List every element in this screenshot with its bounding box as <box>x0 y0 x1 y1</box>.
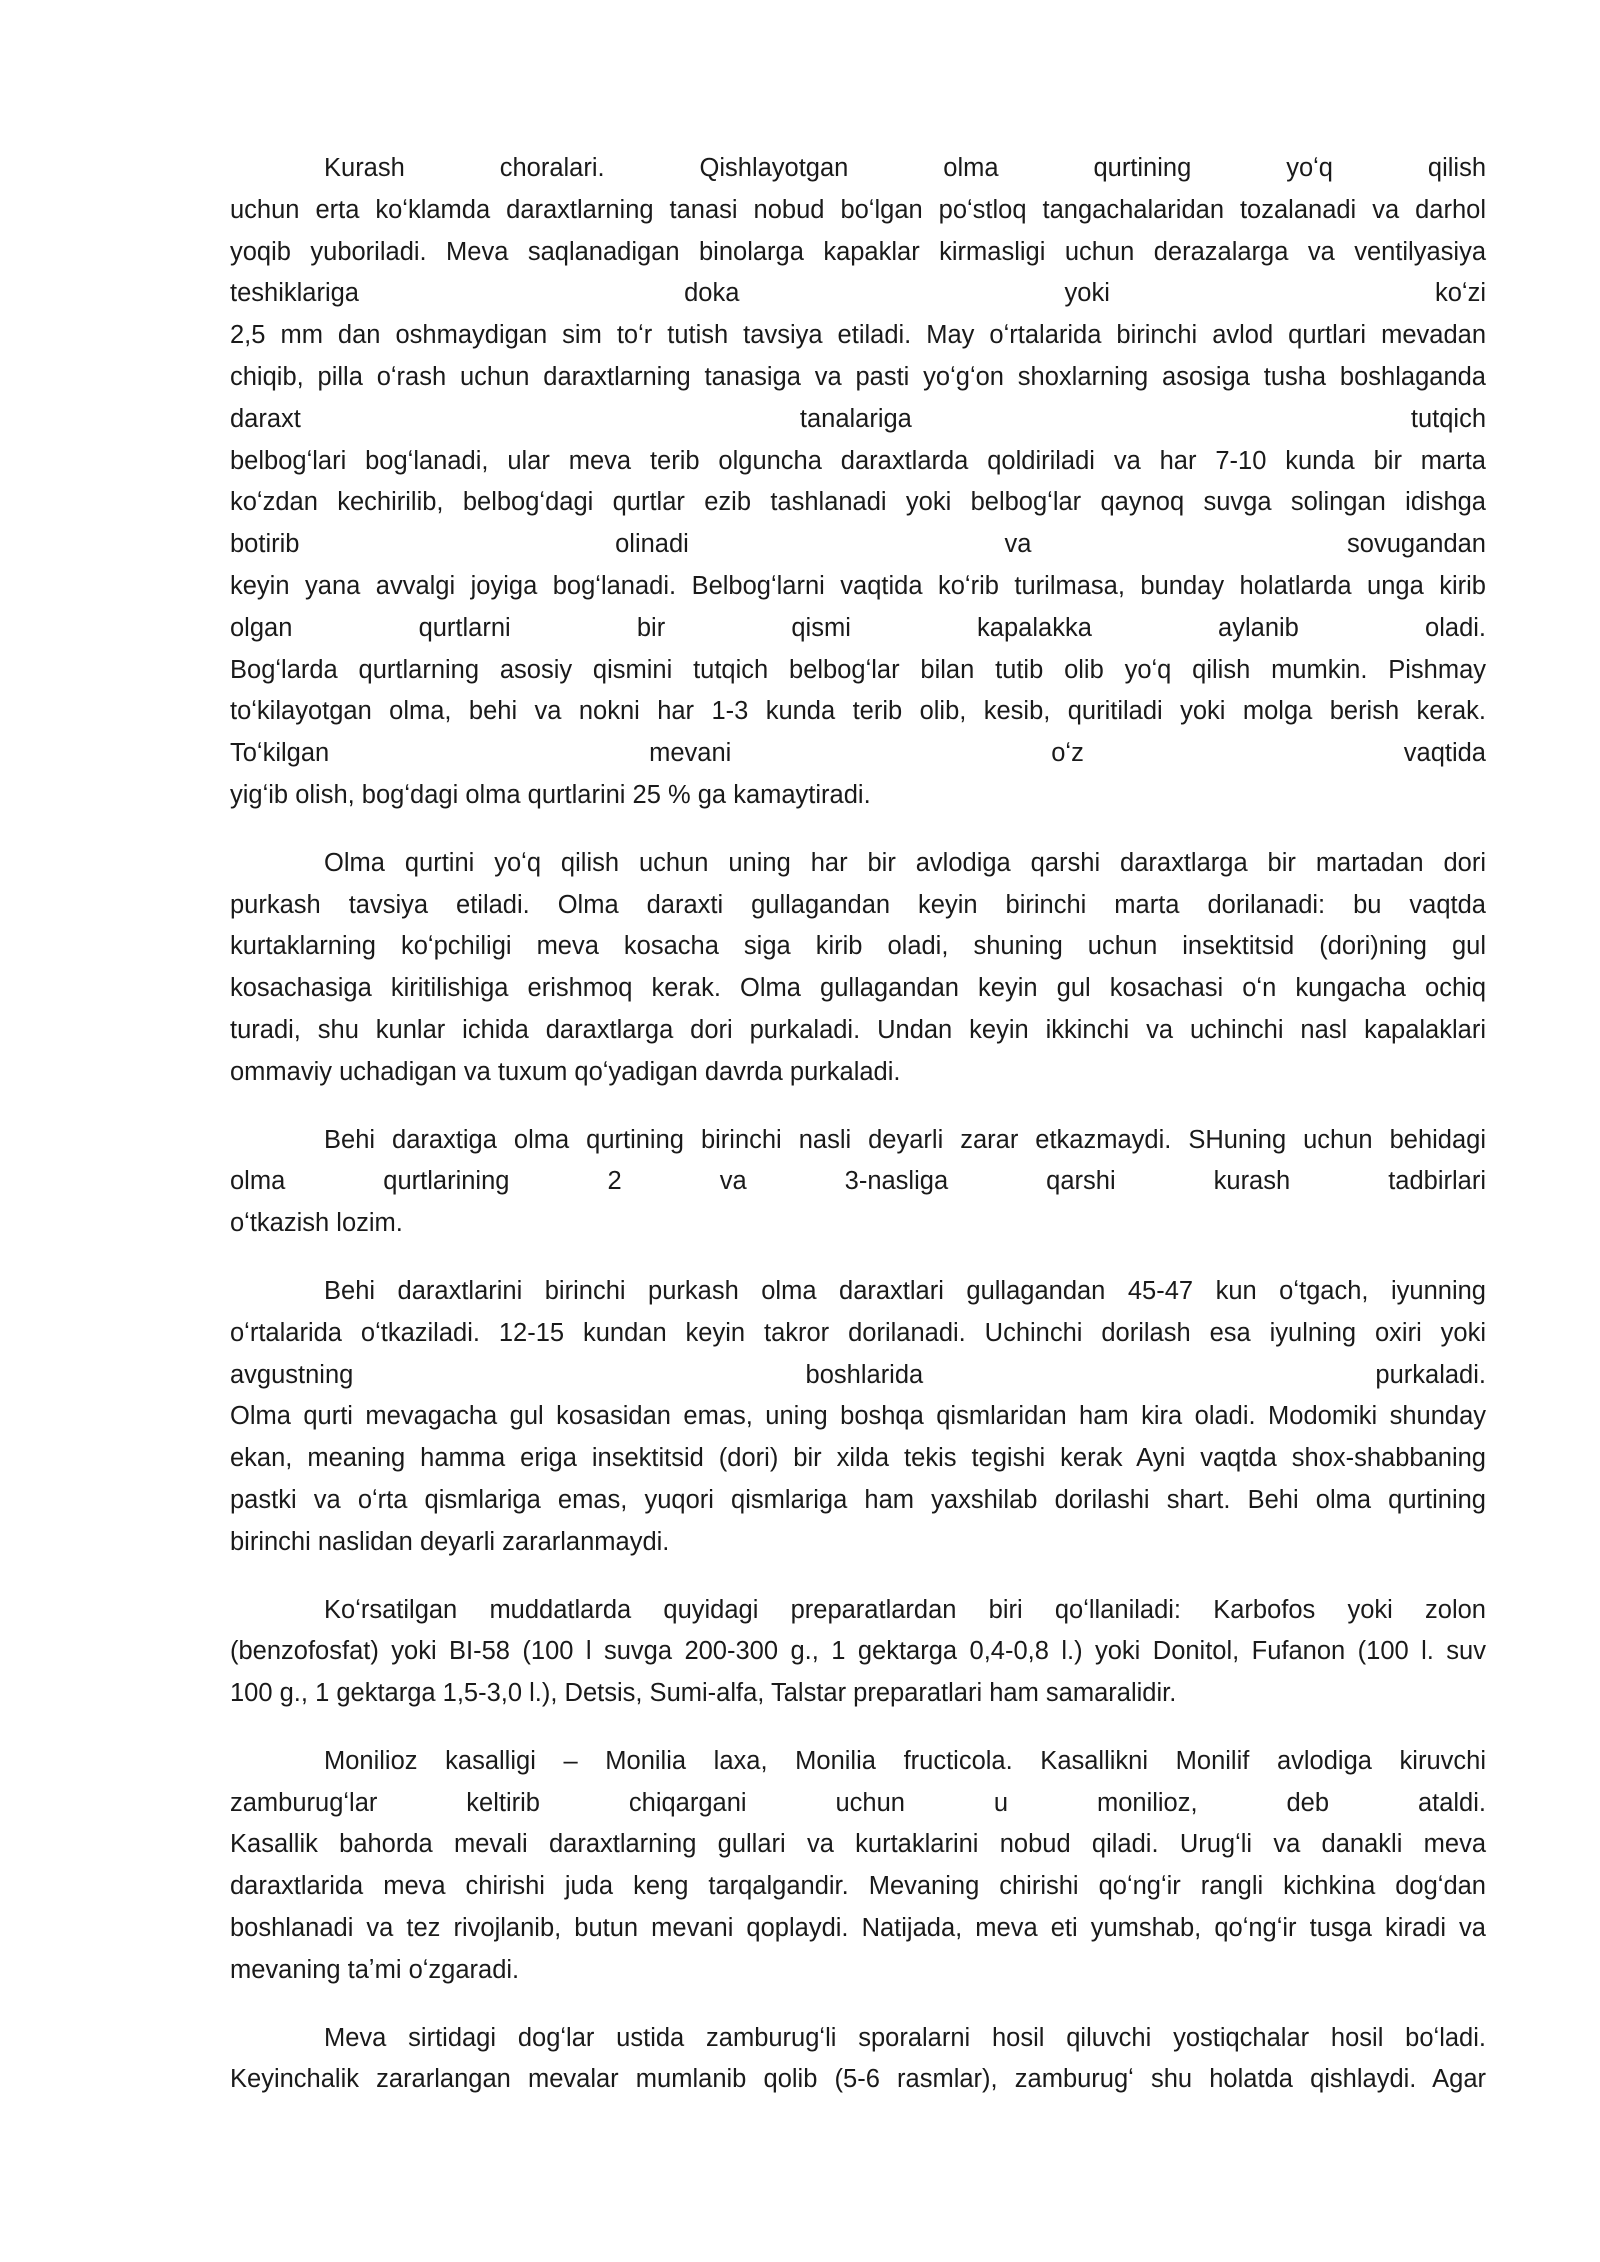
text-line: olma qurtlarining 2 va 3-nasliga qarshi kurash tadbirlari <box>230 1167 1486 1196</box>
text-line: Kurash choralari. Qishlayotgan olma qurtining yoʻq qilish <box>324 154 1486 182</box>
text-line: oʻtkazish lozim. <box>230 1209 403 1238</box>
text-line: Kasallik bahorda mevali daraxtlarning gullari va kurtaklarini nobud qiladi. Urugʻli va danakli meva <box>230 1830 1486 1859</box>
text-line: pastki va oʻrta qismlariga emas, yuqori qismlariga ham yaxshilab dorilashi shart. Behi olma qurtining <box>230 1485 1486 1514</box>
text-line: kurtaklarning koʻpchiligi meva kosacha siga kirib oladi, shuning uchun insektitsid (dori)ning gul <box>230 932 1486 961</box>
paragraph-monilioz <box>230 1741 1486 1992</box>
paragraph-olma-qurtini <box>230 843 1486 1094</box>
text-line: Keyinchalik zararlangan mevalar mumlanib qolib (5-6 rasmlar), zamburugʻ shu holatda qishlaydi. Agar <box>230 2065 1486 2094</box>
text-line: ommaviy uchadigan va tuxum qoʻyadigan davrda purkaladi. <box>230 1057 901 1086</box>
text-line: koʻzdan kechirilib, belbogʻdagi qurtlar ezib tashlanadi yoki belbogʻlar qaynoq suvga solingan idishga <box>230 488 1486 517</box>
text-line: (benzofosfat) yoki BI-58 (100 l suvga 200-300 g., 1 gektarga 0,4-0,8 l.) yoki Donitol, Fufanon (100 l. suv <box>230 1637 1486 1666</box>
text-line: Olma qurtini yoʻq qilish uchun uning har bir avlodiga qarshi daraxtlarga bir martadan dori <box>324 848 1486 877</box>
text-line: toʻkilayotgan olma, behi va nokni har 1-3 kunda terib olib, kesib, quritiladi yoki molga berish kerak. <box>230 697 1486 726</box>
text-line: daraxt tanalariga tutqich <box>230 404 1486 433</box>
text-line: kosachasiga kiritilishiga erishmoq kerak. Olma gullagandan keyin gul kosachasi oʻn kungacha ochiq <box>230 974 1486 1003</box>
text-line: turadi, shu kunlar ichida daraxtlarga dori purkaladi. Undan keyin ikkinchi va uchinchi nasl kapalaklari <box>230 1015 1486 1044</box>
paragraph-preparatlar <box>230 1590 1486 1715</box>
text-line: keyin yana avvalgi joyiga bogʻlanadi. Belbogʻlarni vaqtida koʻrib turilmasa, bunday holatlarda unga kirib <box>230 571 1486 600</box>
text-line: teshiklariga doka yoki koʻzi <box>230 279 1486 308</box>
text-line: chiqib, pilla oʻrash uchun daraxtlarning tanasiga va pasti yoʻgʻon shoxlarning asosiga tusha boshlaganda <box>230 362 1486 391</box>
text-line: Bogʻlarda qurtlarning asosiy qismini tutqich belbogʻlar bilan tutib olib yoʻq qilish mumkin. Pishmay <box>230 655 1486 684</box>
text-line: Monilioz kasalligi – Monilia laxa, Monilia fructicola. Kasallikni Monilif avlodiga kiruvchi <box>324 1746 1486 1775</box>
text-line: yoqib yuboriladi. Meva saqlanadigan binolarga kapaklar kirmasligi uchun derazalarga va ventilyasiya <box>230 237 1486 266</box>
text-line: ekan, meaning hamma eriga insektitsid (dori) bir xilda tekis tegishi kerak Ayni vaqtda shox-shabbaning <box>230 1444 1486 1473</box>
text-line: daraxtlarida meva chirishi juda keng tarqalgandir. Mevaning chirishi qoʻngʻir rangli kichkina dogʻdan <box>230 1872 1486 1901</box>
text-line: botirib olinadi va sovugandan <box>230 530 1486 559</box>
text-line: Meva sirtidagi dogʻlar ustida zamburugʻli sporalarni hosil qiluvchi yostiqchalar hosil boʻladi. <box>324 2023 1486 2052</box>
paragraph-behi-daraxtlarini <box>230 1271 1486 1564</box>
text-line: purkash tavsiya etiladi. Olma daraxti gullagandan keyin birinchi marta dorilanadi: bu vaqtda <box>230 890 1486 919</box>
text-line: boshlanadi va tez rivojlanib, butun mevani qoplaydi. Natijada, meva eti yumshab, qoʻngʻir tusga kiradi va <box>230 1914 1486 1943</box>
text-line: 100 g., 1 gektarga 1,5-3,0 l.), Detsis, Sumi-alfa, Talstar preparatlari ham samaralidir. <box>230 1679 1177 1708</box>
paragraph-meva-sirtidagi <box>230 2018 1486 2102</box>
paragraph-kurash-choralari <box>230 148 1486 817</box>
text-line: 2,5 mm dan oshmaydigan sim toʻr tutish tavsiya etiladi. May oʻrtalarida birinchi avlod qurtlari mevadan <box>230 321 1486 350</box>
text-line: yigʻib olish, bogʻdagi olma qurtlarini 25 % ga kamaytiradi. <box>230 780 871 809</box>
text-line: mevaning taʼmi oʻzgaradi. <box>230 1955 520 1984</box>
text-line: Olma qurti mevagacha gul kosasidan emas, uning boshqa qismlaridan ham kira oladi. Modomiki shunday <box>230 1402 1486 1431</box>
paragraph-behi-daraxtiga <box>230 1120 1486 1245</box>
text-line: Toʻkilgan mevani oʻz vaqtida <box>230 739 1486 768</box>
text-line: belbogʻlari bogʻlanadi, ular meva terib olguncha daraxtlarda qoldiriladi va har 7-10 kunda bir marta <box>230 446 1486 475</box>
text-line: uchun erta koʻklamda daraxtlarning tanasi nobud boʻlgan poʻstloq tangachalaridan tozalanadi va darhol <box>230 195 1486 224</box>
text-line: birinchi naslidan deyarli zararlanmaydi. <box>230 1527 670 1556</box>
text-line: zamburugʻlar keltirib chiqargani uchun u monilioz, deb ataldi. <box>230 1788 1486 1817</box>
text-line: olgan qurtlarni bir qismi kapalakka aylanib oladi. <box>230 613 1486 642</box>
text-line: oʻrtalarida oʻtkaziladi. 12-15 kundan keyin takror dorilanadi. Uchinchi dorilash esa iyulning oxiri yoki <box>230 1318 1486 1347</box>
text-line: Behi daraxtiga olma qurtining birinchi nasli deyarli zarar etkazmaydi. SHuning uchun behidagi <box>324 1125 1486 1154</box>
text-line: avgustning boshlarida purkaladi. <box>230 1360 1486 1389</box>
text-line: Koʻrsatilgan muddatlarda quyidagi preparatlardan biri qoʻllaniladi: Karbofos yoki zolon <box>324 1595 1486 1624</box>
document-page <box>230 148 1486 2101</box>
text-line: Behi daraxtlarini birinchi purkash olma daraxtlari gullagandan 45-47 kun oʻtgach, iyunning <box>324 1276 1486 1305</box>
